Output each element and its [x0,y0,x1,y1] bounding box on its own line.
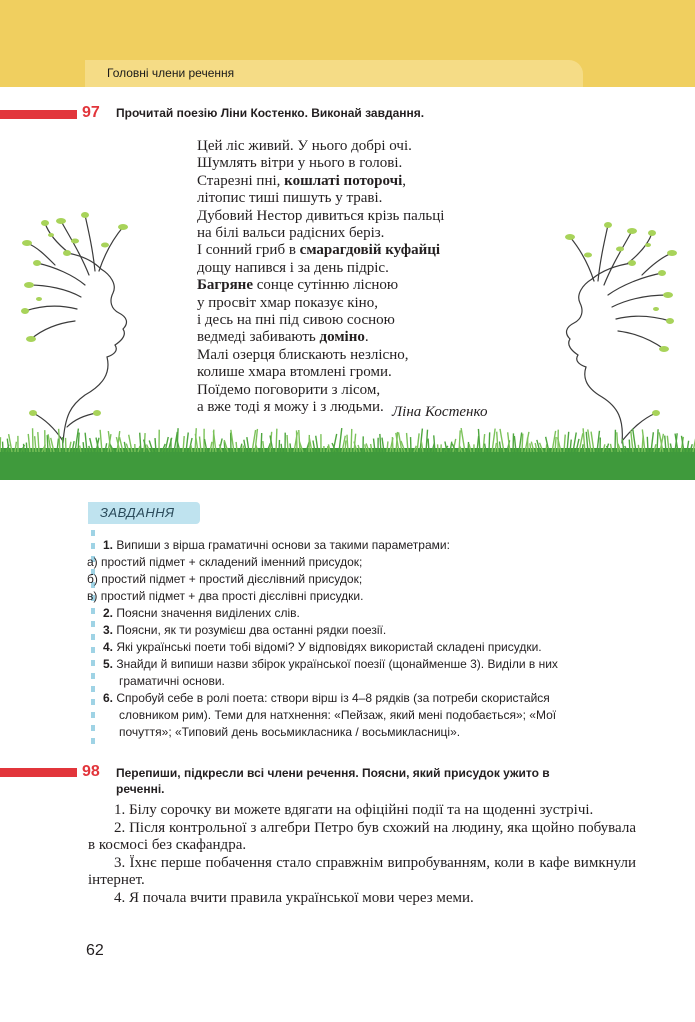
rule-dot [91,712,95,718]
task-item [103,707,663,724]
poem-line-text: літопис тиші пишуть у траві. [197,190,383,207]
grass-blade [351,429,352,452]
grass-blade [261,433,262,452]
grass-blade [546,444,547,452]
exercise-98-instruction-line2: реченні. [116,782,165,796]
exercise-98-instruction [116,765,550,797]
poem-line [197,312,444,329]
poem-highlighted-word: смарагдовій куфайці [299,242,441,259]
rule-dot [91,725,95,731]
exercise-98-sentence: 4. Я почала вчити правила української мови через меми. [114,889,474,906]
grass-blade [236,442,237,452]
grass-blade [387,441,388,452]
grass-blade [345,440,346,452]
task-text: Поясни, як ти розумієш два останні рядки поезії. [116,623,387,637]
grass-blade [468,442,469,452]
exercise-98-instruction-line1: Перепиши, підкресли всі члени речення. Поясни, який присудок ужито в [116,766,550,780]
task-text: а) простий підмет + складений іменний присудок; [87,555,363,569]
task-item [103,537,663,554]
task-item [103,724,663,741]
rule-dot [91,738,95,744]
poem-highlighted-word: Багряне [197,277,253,294]
grass-blade [647,437,648,452]
poem-line-text: сонце сутінню лісною [253,277,399,294]
poem-line-text: . [364,329,369,346]
poem-line-text: Дубовий Нестор дивиться крізь пальці [197,207,445,224]
poem-line [197,277,444,294]
poem-line-text: а вже тоді я можу і з людьми. [197,399,384,416]
grass-blade [327,446,328,452]
poem-highlighted-word: доміно [319,329,365,346]
task-number: 5. [103,657,114,671]
task-item [103,622,663,639]
poem-line-text: дощу напився і за день підріс. [197,259,389,276]
poem-line [197,242,444,259]
task-text: б) простий підмет + простий дієслівний присудок; [87,572,363,586]
tasks-list [87,537,663,741]
rule-dot [91,621,95,627]
poem-line [197,155,444,172]
poem-line [197,364,444,381]
task-item [103,656,663,673]
grass-blade [629,440,630,452]
task-number: 3. [103,623,114,637]
task-item [103,639,663,656]
poem-line-text: і десь на пні під сивою сосною [197,312,395,329]
task-item [87,571,663,588]
rule-dot [91,530,95,536]
grass-blade [276,429,277,452]
poem-line-text: Цей ліс живий. У нього добрі очі. [197,138,412,154]
poem-line-text: І сонний гриб в [197,242,300,259]
poem [197,138,444,417]
task-text: Знайди й випиши назви збірок української поезії (щонайменше 3). Виділи в них [116,657,558,671]
poem-line-text: у просвіт хмар показує кіно, [197,294,378,311]
poem-line [197,347,444,364]
rule-dot [91,699,95,705]
task-item [87,554,663,571]
poem-line-text: Поїдемо поговорити з лісом, [197,381,381,398]
poem-line-text: Малі озерця блискають незлісно, [197,346,409,363]
task-number: 2. [103,606,114,620]
grass-blade [290,443,291,452]
poem-author: Ліна Костенко [392,404,488,420]
tree-face-left-illustration [15,205,140,445]
grass-blade [522,434,523,452]
grass-blade [281,444,282,452]
poem-line [197,190,444,207]
poem-line-text: ведмеді забивають [197,329,320,346]
task-text: почуття»; «Типовий день восьмикласника / восьмикласниці». [119,725,461,739]
exercise-98-marker [0,768,77,777]
grass-blade [26,443,27,452]
grass-blade [392,437,393,452]
rule-dot [91,634,95,640]
grass-blade [638,445,639,452]
task-item [103,673,663,690]
task-text: Випиши з вірша граматичні основи за такими параметрами: [116,538,450,552]
grass-blade [489,432,490,452]
task-number: 1. [103,538,114,552]
task-text: Спробуй себе в ролі поета: створи вірш із 4–8 рядків (за потреби скористайся [116,691,550,705]
rule-dot [91,660,95,666]
rule-dot [91,608,95,614]
poem-line-text: Шумлять вітри у нього в голові. [197,155,403,172]
poem-line-text: на білі вальси радісних беріз. [197,225,385,242]
rule-dot [91,543,95,549]
poem-line [197,173,444,190]
poem-line-text: Старезні пні, [197,172,285,189]
task-number: 4. [103,640,114,654]
exercise-97-instruction: Прочитай поезію Ліни Костенко. Виконай завдання. [116,106,425,120]
poem-line-text: колише хмара втомлені громи. [197,364,392,381]
grass-blade [155,438,156,452]
exercise-98-sentence: 3. Їхнє перше побачення стало справжнім випробуванням, коли в кафе вимкнули інтернет. [88,854,636,889]
section-title: Головні члени речення [107,66,235,80]
grass-strip [0,428,695,480]
poem-line [197,138,444,155]
poem-line [197,295,444,312]
poem-line [197,225,444,242]
task-text: граматичні основи. [119,674,225,688]
task-text: словником рим). Теми для натхнення: «Пейзаж, який мені подобається»; «Мої [119,708,557,722]
poem-line [197,329,444,346]
poem-line-text: , [402,172,407,189]
task-item [103,690,663,707]
rule-dot [91,647,95,653]
exercise-98-sentence: 2. Після контрольної з алгебри Петро був схожий на людину, яка щойно побувала в космосі без скафандра. [88,819,636,854]
task-item [103,605,663,622]
task-item [87,588,663,605]
task-text: в) простий підмет + два прості дієслівні присудки. [87,589,364,603]
exercise-98-sentence: 1. Білу сорочку ви можете вдягати на офіційні події та на щоденні зустрічі. [114,802,594,818]
rule-dot [91,673,95,679]
poem-line [197,208,444,225]
poem-line [197,260,444,277]
task-number: 6. [103,691,114,705]
grass-blade [287,435,288,452]
rule-dot [91,686,95,692]
grass-blade [428,439,429,452]
tasks-label: ЗАВДАННЯ [88,502,200,524]
exercise-97-marker [0,110,77,119]
exercise-97-number: 97 [82,104,100,121]
grass-blade [47,435,48,452]
exercise-98-number: 98 [82,763,100,780]
tree-face-right-illustration [552,215,682,445]
page-number: 62 [86,942,104,959]
task-text: Які українські поети тобі відомі? У відповідях використай складені присудки. [116,640,542,654]
grass-blade [83,442,84,452]
poem-highlighted-word: кошлаті поторочі [284,172,403,189]
poem-line [197,382,444,399]
task-text: Поясни значення виділених слів. [116,606,300,620]
exercise-98-sentences [88,802,636,908]
